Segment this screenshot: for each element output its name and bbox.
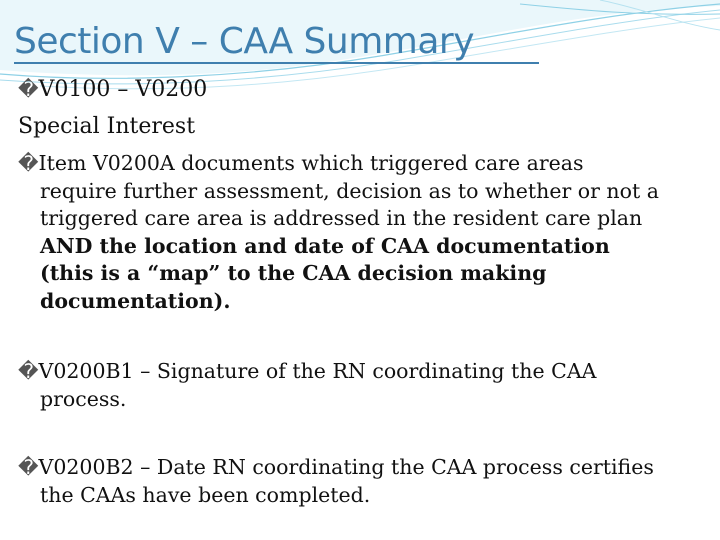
item-b1-line-2: process. (40, 386, 127, 411)
item-v0200b2-paragraph (18, 454, 708, 509)
item-a-line-3: triggered care area is addressed in the resident care plan (40, 206, 643, 230)
page-title: Section V – CAA Summary (14, 21, 475, 62)
item-v0200b1-paragraph (18, 358, 708, 413)
item-v0200a-paragraph (18, 150, 708, 315)
bullet-icon: � (18, 151, 39, 175)
item-a-line-6: documentation). (40, 288, 231, 313)
bullet-icon: � (18, 455, 39, 479)
bullet-icon: � (18, 77, 39, 101)
item-a-line-4: AND the location and date of CAA documentation (40, 233, 610, 258)
bullet-icon: � (18, 359, 39, 383)
item-b2-line-1: �V0200B2 – Date RN coordinating the CAA process certifies (18, 455, 654, 479)
item-b1-line-1: �V0200B1 – Signature of the RN coordinating the CAA (18, 359, 597, 383)
item-a-line-1: �Item V0200A documents which triggered care areas (18, 151, 584, 175)
item-a-line-2: require further assessment, decision as to whether or not a (40, 178, 659, 203)
item-a-line-5: (this is a “map” to the CAA decision making (40, 261, 547, 285)
subtitle-special-interest: Special Interest (18, 114, 196, 139)
subtitle-range (18, 74, 207, 105)
item-b2-line-2: the CAAs have been completed. (40, 482, 371, 507)
subtitle-line-1: V0100 – V0200 (38, 77, 208, 102)
title-underline (14, 62, 539, 64)
